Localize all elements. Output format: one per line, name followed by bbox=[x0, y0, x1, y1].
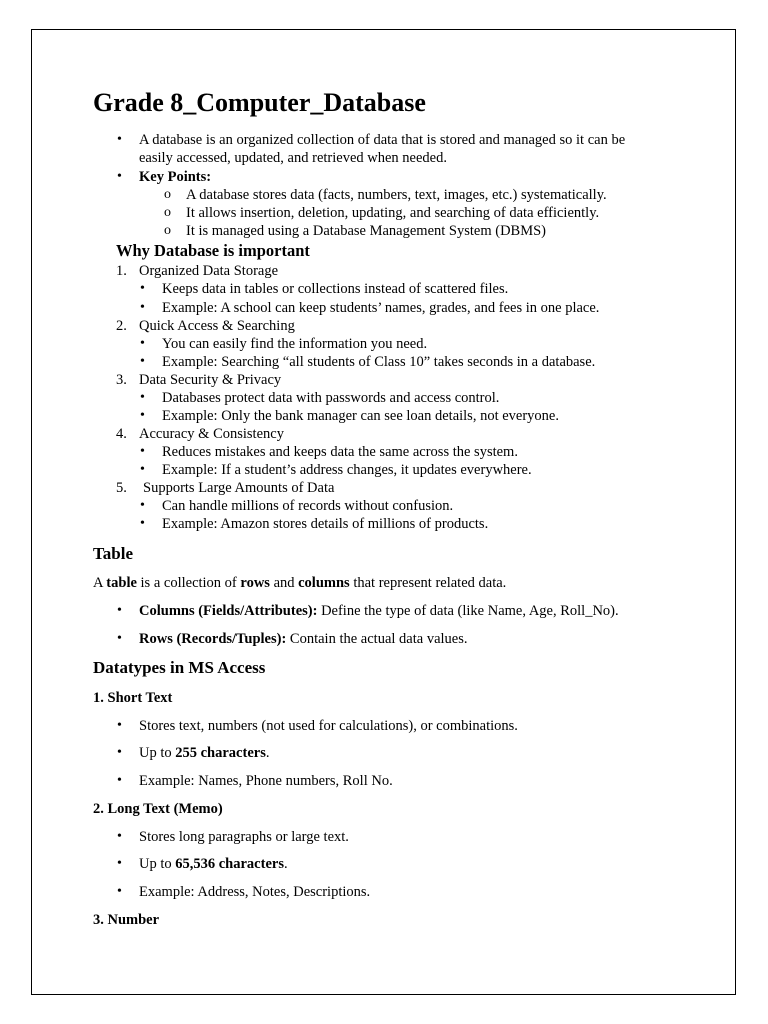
why-item-number: 5. bbox=[116, 480, 127, 496]
key-point-item: It allows insertion, deletion, updating, and searching of data efficiently. bbox=[186, 205, 600, 221]
rows-definition: Rows (Records/Tuples): Contain the actual data values. bbox=[139, 631, 468, 647]
bullet-glyph: • bbox=[140, 444, 145, 459]
short-text-heading: 1. Short Text bbox=[93, 690, 173, 706]
why-item-bullet: Example: A school can keep students’ names, grades, and fees in one place. bbox=[162, 300, 600, 316]
why-item-bullet: Example: Searching “all students of Class 10” takes seconds in a database. bbox=[162, 354, 596, 370]
why-item-bullet: You can easily find the information you need. bbox=[162, 336, 428, 352]
bullet-glyph: • bbox=[117, 884, 122, 899]
intro-line-2: easily accessed, updated, and retrieved when needed. bbox=[139, 150, 447, 166]
why-item-number: 3. bbox=[116, 372, 127, 388]
why-item-title: Organized Data Storage bbox=[139, 263, 279, 279]
why-item-bullet: Reduces mistakes and keeps data the same across the system. bbox=[162, 444, 518, 460]
datatypes-heading: Datatypes in MS Access bbox=[93, 658, 266, 677]
circle-bullet: o bbox=[164, 187, 171, 202]
why-item-bullet: Can handle millions of records without confusion. bbox=[162, 498, 454, 514]
bullet-glyph: • bbox=[117, 603, 122, 618]
bullet-glyph: • bbox=[117, 773, 122, 788]
key-point-item: A database stores data (facts, numbers, text, images, etc.) systematically. bbox=[186, 187, 607, 203]
why-item-bullet: Example: If a student’s address changes, it updates everywhere. bbox=[162, 462, 532, 478]
document-title: Grade 8_Computer_Database bbox=[93, 88, 426, 117]
why-item-bullet: Databases protect data with passwords and access control. bbox=[162, 390, 500, 406]
bullet-glyph: • bbox=[140, 336, 145, 351]
why-item-title: Accuracy & Consistency bbox=[139, 426, 284, 442]
why-item-title: Data Security & Privacy bbox=[139, 372, 282, 388]
bullet-glyph: • bbox=[117, 718, 122, 733]
bullet-glyph: • bbox=[117, 856, 122, 871]
key-point-item: It is managed using a Database Management System (DBMS) bbox=[186, 223, 547, 239]
bullet-glyph: • bbox=[117, 745, 122, 760]
why-item-bullet: Keeps data in tables or collections instead of scattered files. bbox=[162, 281, 509, 297]
why-item-number: 1. bbox=[116, 263, 127, 279]
bullet-glyph: • bbox=[117, 132, 122, 147]
bullet-glyph: • bbox=[140, 498, 145, 513]
number-heading: 3. Number bbox=[93, 912, 160, 928]
why-item-bullet: Example: Amazon stores details of millions of products. bbox=[162, 516, 489, 532]
table-heading: Table bbox=[93, 544, 134, 563]
long-text-bullet: Example: Address, Notes, Descriptions. bbox=[139, 884, 371, 900]
table-definition: A table is a collection of rows and columns that represent related data. bbox=[93, 575, 507, 591]
why-heading: Why Database is important bbox=[116, 241, 310, 260]
bullet-glyph: • bbox=[140, 408, 145, 423]
circle-bullet: o bbox=[164, 223, 171, 238]
why-item-title: Quick Access & Searching bbox=[139, 318, 295, 334]
bullet-glyph: • bbox=[140, 390, 145, 405]
short-text-bullet: Stores text, numbers (not used for calculations), or combinations. bbox=[139, 718, 518, 734]
long-text-heading: 2. Long Text (Memo) bbox=[93, 801, 223, 817]
bullet-glyph: • bbox=[140, 281, 145, 296]
why-item-number: 4. bbox=[116, 426, 127, 442]
bullet-glyph: • bbox=[117, 169, 122, 184]
bullet-glyph: • bbox=[140, 354, 145, 369]
bullet-glyph: • bbox=[140, 462, 145, 477]
bullet-glyph: • bbox=[117, 631, 122, 646]
columns-definition: Columns (Fields/Attributes): Define the type of data (like Name, Age, Roll_No). bbox=[139, 603, 619, 619]
long-text-bullet: Stores long paragraphs or large text. bbox=[139, 829, 349, 845]
long-text-bullet: Up to 65,536 characters. bbox=[139, 856, 288, 872]
circle-bullet: o bbox=[164, 205, 171, 220]
bullet-glyph: • bbox=[140, 300, 145, 315]
why-item-title: Supports Large Amounts of Data bbox=[143, 480, 335, 496]
intro-line-1: A database is an organized collection of data that is stored and managed so it can be bbox=[139, 132, 626, 148]
why-item-bullet: Example: Only the bank manager can see loan details, not everyone. bbox=[162, 408, 559, 424]
bullet-glyph: • bbox=[117, 829, 122, 844]
short-text-bullet: Example: Names, Phone numbers, Roll No. bbox=[139, 773, 393, 789]
short-text-bullet: Up to 255 characters. bbox=[139, 745, 270, 761]
key-points-label: Key Points: bbox=[139, 169, 212, 185]
why-item-number: 2. bbox=[116, 318, 127, 334]
bullet-glyph: • bbox=[140, 516, 145, 531]
